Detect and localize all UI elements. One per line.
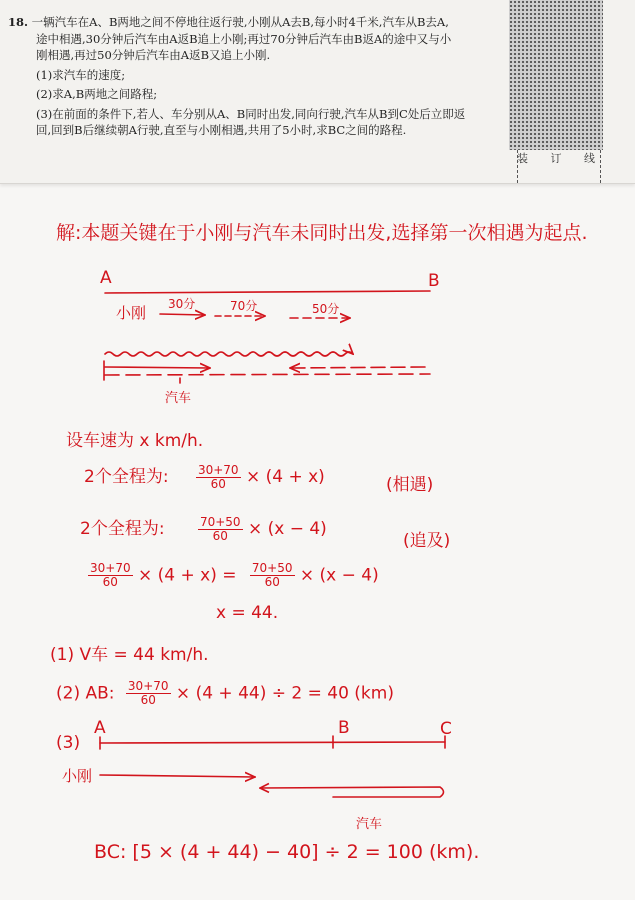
eq3-left-rest: × (4 + x) = — [138, 565, 237, 586]
eq2-label: 2个全程为: — [80, 519, 165, 539]
diagram1-person-label: 小刚 — [116, 304, 147, 322]
eq3-left-den: 60 — [102, 575, 118, 589]
eq1-rest: × (4 + x) — [245, 467, 325, 487]
car-return-arrow — [290, 367, 425, 368]
eq1-row — [84, 462, 325, 491]
binding-label: 装 — [517, 152, 528, 165]
answer-2-label: (2) AB: — [56, 683, 115, 704]
set-speed-line: 设车速为 x km/h. — [66, 431, 204, 451]
question-line-3: 刚相遇,再过50分钟后汽车由A返B又追上小刚. — [36, 48, 271, 62]
answer-1: (1) V车 = 44 km/h. — [50, 645, 209, 665]
diagram2-point-b: B — [338, 718, 350, 738]
answer-3-label: (3) — [56, 733, 81, 753]
answer-2-rest: × (4 + 44) ÷ 2 = 40 (km) — [175, 683, 394, 704]
question-part-2: (2)求A,B两地之间路程; — [36, 87, 158, 101]
eq3-row — [88, 562, 379, 589]
answer-2-row — [56, 680, 394, 707]
walk-30-arrow — [160, 314, 205, 315]
bc-line: BC: [5 × (4 + 44) − 40] ÷ 2 = 100 (km). — [94, 841, 480, 863]
eq2-rest: × (x − 4) — [247, 519, 327, 539]
car-path-line-2 — [105, 374, 430, 375]
question-line-1: 一辆汽车在A、B两地之间不停地往返行驶,小刚从A去B,每小时4千米,汽车从B去A, — [31, 15, 449, 29]
answer-2-fraction — [126, 680, 171, 707]
eq1-note: (相遇) — [386, 475, 434, 495]
diagram2-person-label: 小刚 — [62, 767, 93, 785]
answer-2-frac-num: 30+70 — [127, 679, 169, 693]
diagram2-point-a: A — [94, 718, 106, 738]
eq1-frac-den: 60 — [210, 476, 226, 491]
answer-2-frac-den: 60 — [140, 693, 156, 707]
person-arrow — [100, 775, 255, 777]
question-part-3a: (3)在前面的条件下,若人、车分别从A、B同时出发,同向行驶,汽车从B到C处后立即返 — [36, 106, 466, 121]
car-path-line-1 — [105, 367, 210, 368]
eq2-frac-den: 60 — [212, 528, 228, 543]
diagram2-point-c: C — [440, 719, 452, 739]
question-number: 18. — [8, 15, 29, 29]
eq1-label: 2个全程为: — [84, 467, 169, 487]
diagram1-point-a: A — [100, 268, 112, 288]
diagram1-time-30: 30分 — [168, 297, 196, 311]
eq3-right-den: 60 — [264, 575, 280, 589]
abc-segment — [100, 742, 445, 743]
diagram1-time-70: 70分 — [230, 299, 258, 313]
question-line-2: 途中相遇,30分钟后汽车由A返B追上小刚;再过70分钟后汽车由B返A的途中又与小 — [36, 31, 452, 46]
diagram1-point-b: B — [428, 271, 440, 291]
diagram2-car-label: 汽车 — [356, 817, 383, 832]
eq3-left-num: 30+70 — [90, 561, 131, 575]
question-part-3b: 回,回到B后继续朝A行驶,直至与小刚相遇,共用了5小时,求BC之间的路程. — [36, 123, 407, 137]
car-wavy-path — [105, 352, 353, 356]
eq1-frac-num: 30+70 — [197, 462, 239, 477]
question-part-1: (1)求汽车的速度; — [36, 67, 126, 82]
eq2-row — [80, 514, 327, 543]
eq3-right-rest: × (x − 4) — [299, 565, 379, 586]
eq3-right-num: 70+50 — [251, 561, 293, 575]
eq3-right-fraction — [250, 562, 295, 589]
x-result: x = 44. — [216, 603, 279, 623]
diagram1-time-50: 50分 — [312, 302, 340, 316]
solution-intro: 解:本题关键在于小刚与汽车未同时出发,选择第一次相遇为起点. — [56, 222, 588, 244]
eq1-fraction — [196, 464, 241, 491]
eq2-frac-num: 70+50 — [199, 514, 241, 529]
binding-label: 订 — [550, 152, 562, 165]
car-loop-path — [260, 787, 444, 797]
eq2-note: (追及) — [403, 531, 451, 551]
eq2-fraction — [198, 516, 243, 543]
binding-label: 线 — [584, 152, 595, 165]
diagram1-car-label: 汽车 — [165, 391, 192, 406]
ab-segment — [105, 291, 430, 293]
eq3-left-fraction — [88, 562, 133, 589]
